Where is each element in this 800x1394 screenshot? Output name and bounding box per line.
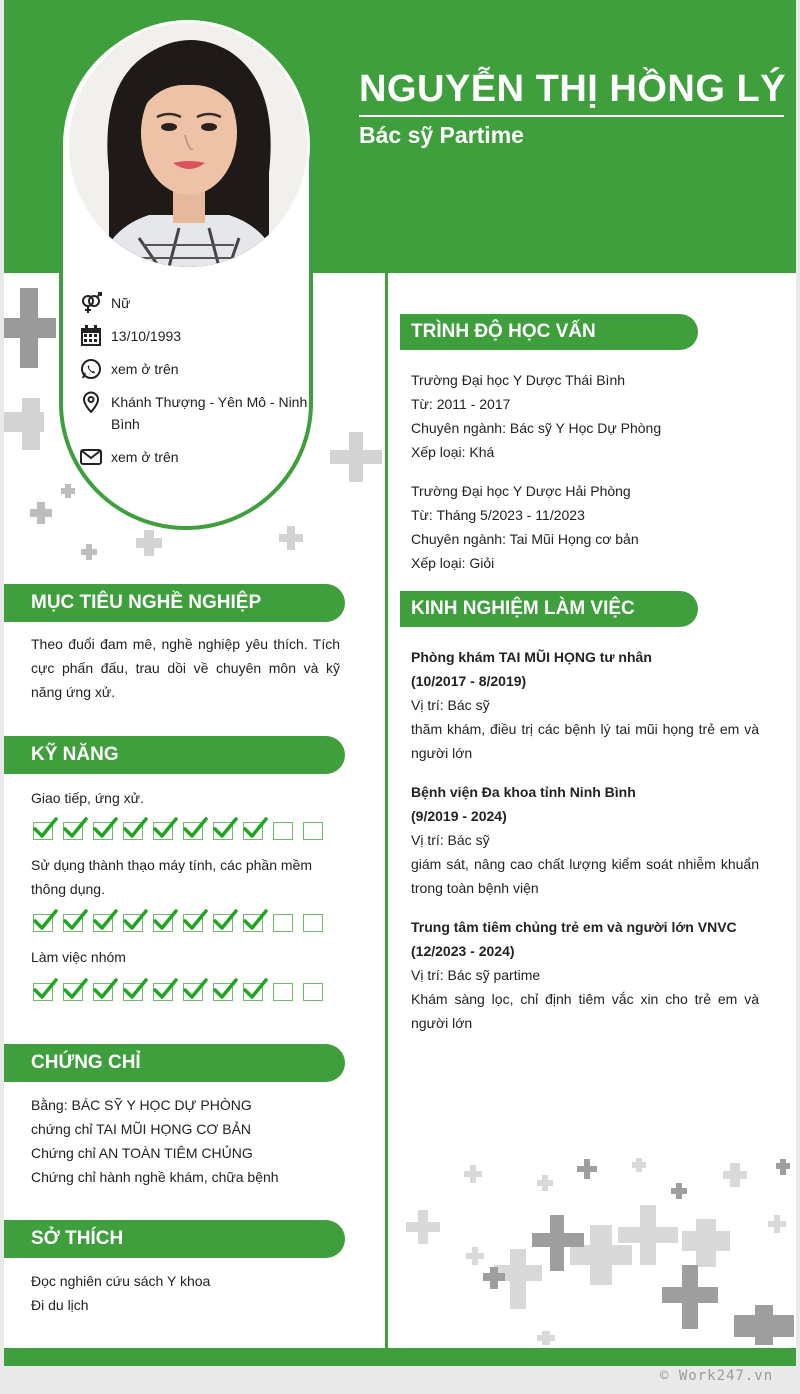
certificate-item: Bằng: BÁC SỸ Y HỌC DỰ PHÒNG	[31, 1097, 252, 1113]
location-pin-icon	[80, 391, 102, 413]
objective-text: Theo đuổi đam mê, nghề nghiệp yêu thích. Tích cực phấn đấu, trau dồi về chuyên môn và kỹ năng ứng xử.	[31, 636, 340, 700]
education-school: Trường Đại học Y Dược Hải Phòng	[411, 483, 631, 499]
hobby-item: Đọc nghiên cứu sách Y khoa	[31, 1273, 211, 1289]
checked-box-icon	[33, 983, 53, 1001]
candidate-position: Bác sỹ Partime	[359, 122, 524, 148]
candidate-name: NGUYỄN THỊ HỒNG LÝ	[359, 68, 784, 117]
checked-box-icon	[93, 983, 113, 1001]
experience-heading: KINH NGHIỆM LÀM VIỆC	[400, 591, 698, 627]
hobby-item: Đi du lịch	[31, 1297, 89, 1313]
phone-row	[80, 358, 310, 380]
certificates-list	[31, 1093, 351, 1189]
checked-box-icon	[33, 822, 53, 840]
calendar-icon	[80, 325, 102, 347]
checked-box-icon	[153, 822, 173, 840]
education-period: Từ: 2011 - 2017	[411, 396, 511, 412]
education-rank: Xếp loại: Giỏi	[411, 555, 495, 571]
experience-item	[411, 645, 759, 765]
empty-box-icon	[273, 983, 293, 1001]
experience-description: giám sát, nâng cao chất lượng kiểm soát nhiễm khuẩn trong toàn bệnh viện	[411, 856, 759, 896]
email-value: xem ở trên	[111, 449, 179, 465]
education-school: Trường Đại học Y Dược Thái Bình	[411, 372, 626, 388]
birthday-row	[80, 325, 310, 347]
skill-name: Sử dụng thành thạo máy tính, các phần mềm thông dụng.	[31, 857, 312, 897]
phone-icon	[80, 358, 102, 380]
education-item	[411, 479, 761, 575]
address-row	[80, 391, 310, 435]
experience-role: Vị trí: Bác sỹ	[411, 697, 490, 713]
footer-band	[4, 1348, 796, 1366]
education-rank: Xếp loại: Khá	[411, 444, 495, 460]
experience-item	[411, 780, 759, 900]
experience-role: Vị trí: Bác sỹ partime	[411, 967, 541, 983]
checked-box-icon	[243, 914, 263, 932]
experience-description: thăm khám, điều trị các bệnh lý tai mũi họng trẻ em và người lớn	[411, 721, 759, 761]
birthday-value: 13/10/1993	[111, 328, 182, 344]
education-item	[411, 368, 761, 464]
checked-box-icon	[123, 914, 143, 932]
checked-box-icon	[183, 983, 203, 1001]
experience-period: (10/2017 - 8/2019)	[411, 673, 527, 689]
certificates-heading: CHỨNG CHỈ	[4, 1044, 345, 1082]
checked-box-icon	[93, 822, 113, 840]
cv-page	[4, 0, 796, 1366]
checked-box-icon	[63, 983, 83, 1001]
column-divider	[385, 273, 388, 1348]
checked-box-icon	[153, 914, 173, 932]
experience-period: (9/2019 - 2024)	[411, 808, 507, 824]
checked-box-icon	[213, 914, 233, 932]
checked-box-icon	[213, 983, 233, 1001]
experience-item	[411, 915, 759, 1035]
education-major: Chuyên ngành: Bác sỹ Y Học Dự Phòng	[411, 420, 662, 436]
empty-box-icon	[303, 914, 323, 932]
certificate-item: chứng chỉ TAI MŨI HỌNG CƠ BẢN	[31, 1121, 252, 1137]
email-icon	[80, 446, 102, 468]
gender-row	[80, 292, 310, 314]
checked-box-icon	[123, 983, 143, 1001]
address-value: Khánh Thượng - Yên Mô - Ninh Bình	[111, 394, 308, 432]
phone-value: xem ở trên	[111, 361, 179, 377]
checked-box-icon	[183, 914, 203, 932]
gender-icon	[80, 292, 102, 314]
medical-cross-pattern-right	[400, 1155, 796, 1345]
portrait-illustration	[69, 23, 307, 267]
skill-rating	[33, 822, 333, 840]
experience-description: Khám sàng lọc, chỉ định tiêm vắc xin cho trẻ em và người lớn	[411, 991, 759, 1031]
skill-rating	[33, 914, 333, 932]
objective-heading: MỤC TIÊU NGHỀ NGHIỆP	[4, 584, 345, 622]
experience-company: Trung tâm tiêm chủng trẻ em và người lớn VNVC	[411, 919, 737, 935]
experience-company: Phòng khám TAI MŨI HỌNG tư nhân	[411, 649, 652, 665]
email-row	[80, 446, 310, 468]
hobbies-heading: SỞ THÍCH	[4, 1220, 345, 1258]
experience-role: Vị trí: Bác sỹ	[411, 832, 490, 848]
checked-box-icon	[93, 914, 113, 932]
empty-box-icon	[303, 983, 323, 1001]
checked-box-icon	[153, 983, 173, 1001]
checked-box-icon	[183, 822, 203, 840]
checked-box-icon	[213, 822, 233, 840]
skill-name: Giao tiếp, ứng xử.	[31, 790, 144, 806]
checked-box-icon	[63, 914, 83, 932]
checked-box-icon	[243, 983, 263, 1001]
skill-rating	[33, 983, 333, 1001]
contact-info	[80, 292, 310, 479]
education-period: Từ: Tháng 5/2023 - 11/2023	[411, 507, 585, 523]
checked-box-icon	[33, 914, 53, 932]
hobbies-list	[31, 1269, 351, 1317]
empty-box-icon	[273, 822, 293, 840]
experience-period: (12/2023 - 2024)	[411, 943, 515, 959]
certificate-item: Chứng chỉ hành nghề khám, chữa bệnh	[31, 1169, 279, 1185]
education-major: Chuyên ngành: Tai Mũi Họng cơ bản	[411, 531, 639, 547]
gender-value: Nữ	[111, 295, 131, 311]
checked-box-icon	[63, 822, 83, 840]
avatar	[66, 20, 310, 270]
skill-name: Làm việc nhóm	[31, 949, 126, 965]
experience-company: Bệnh viện Đa khoa tỉnh Ninh Bình	[411, 784, 636, 800]
empty-box-icon	[303, 822, 323, 840]
education-heading: TRÌNH ĐỘ HỌC VẤN	[400, 314, 698, 350]
checked-box-icon	[123, 822, 143, 840]
checked-box-icon	[243, 822, 263, 840]
skills-heading: KỸ NĂNG	[4, 736, 345, 774]
certificate-item: Chứng chỉ AN TOÀN TIÊM CHỦNG	[31, 1145, 253, 1161]
empty-box-icon	[273, 914, 293, 932]
copyright-text: © Work247.vn	[660, 1368, 774, 1384]
